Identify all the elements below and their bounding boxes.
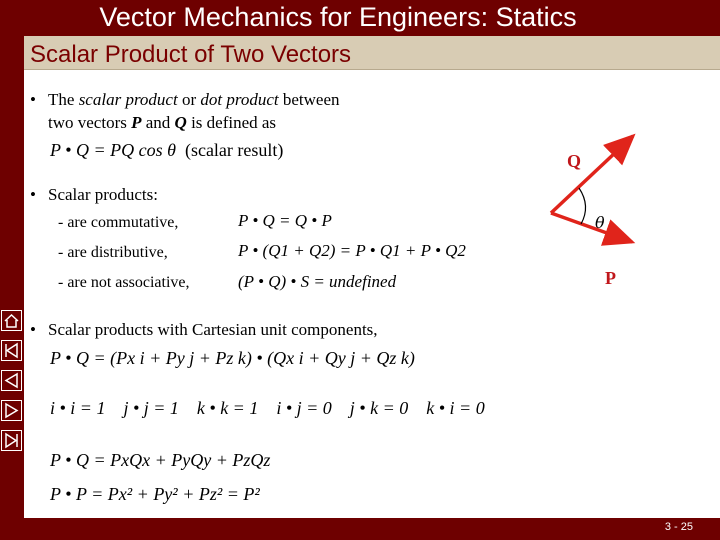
- bullet-scalar-properties: • Scalar products:: [30, 185, 158, 204]
- unit-product-jj: j • j = 1: [123, 398, 179, 418]
- label-theta: θ: [595, 213, 605, 232]
- vector-angle-diagram: [539, 128, 689, 298]
- unit-product-kk: k • k = 1: [196, 398, 259, 418]
- slide-footer: [0, 518, 720, 540]
- cartesian-dot-product-equation: P • Q = PxQx + PyQy + PzQz: [50, 450, 271, 470]
- property-commutative: - are commutative,: [58, 214, 179, 231]
- magnitude-squared-equation: P • P = Px² + Py² + Pz² = P²: [50, 484, 260, 504]
- home-icon[interactable]: [1, 310, 22, 331]
- angle-arc: [579, 188, 586, 224]
- definition-line-1: The scalar product or dot product between: [48, 90, 340, 109]
- bullet-dot: •: [30, 320, 36, 339]
- unit-vector-dot-products: [50, 398, 485, 419]
- unit-product-ki: k • i = 0: [426, 398, 485, 418]
- unit-product-jk: j • k = 0: [349, 398, 409, 418]
- definition-line-2: two vectors P and Q is defined as: [48, 113, 277, 132]
- property-not-associative: - are not associative,: [58, 274, 190, 291]
- associative-equation: (P • Q) • S = undefined: [238, 272, 397, 291]
- vector-q-arrow: [551, 136, 633, 213]
- commutative-equation: P • Q = Q • P: [238, 211, 332, 230]
- first-slide-icon[interactable]: [1, 340, 22, 361]
- bullet-dot: •: [30, 90, 36, 109]
- bullet-dot: •: [30, 185, 36, 204]
- property-distributive: - are distributive,: [58, 244, 168, 261]
- unit-product-ii: i • i = 1: [50, 398, 106, 418]
- definition-equation: P • Q = PQ cos θ (scalar result): [50, 140, 284, 160]
- slide-subtitle: Scalar Product of Two Vectors: [24, 36, 720, 70]
- next-slide-icon[interactable]: [1, 400, 22, 421]
- distributive-equation: P • (Q1 + Q2) = P • Q1 + P • Q2: [238, 241, 466, 260]
- page-number: 3 - 25: [664, 521, 693, 533]
- deck-title: Vector Mechanics for Engineers: Statics: [99, 2, 577, 32]
- previous-slide-icon[interactable]: [1, 370, 22, 391]
- bullet-scalar-product-definition: [30, 88, 428, 134]
- slide-content: [24, 36, 720, 518]
- unit-product-ij: i • j = 0: [276, 398, 332, 418]
- cartesian-expansion-equation: P • Q = (Px i + Py j + Pz k) • (Qx i + Qy j + Qz k): [50, 348, 415, 368]
- last-slide-icon[interactable]: [1, 430, 22, 451]
- bullet-cartesian-components: • Scalar products with Cartesian unit components,: [30, 320, 378, 339]
- vector-p-arrow: [551, 213, 632, 242]
- label-q: Q: [567, 151, 582, 171]
- label-p: P: [605, 268, 616, 288]
